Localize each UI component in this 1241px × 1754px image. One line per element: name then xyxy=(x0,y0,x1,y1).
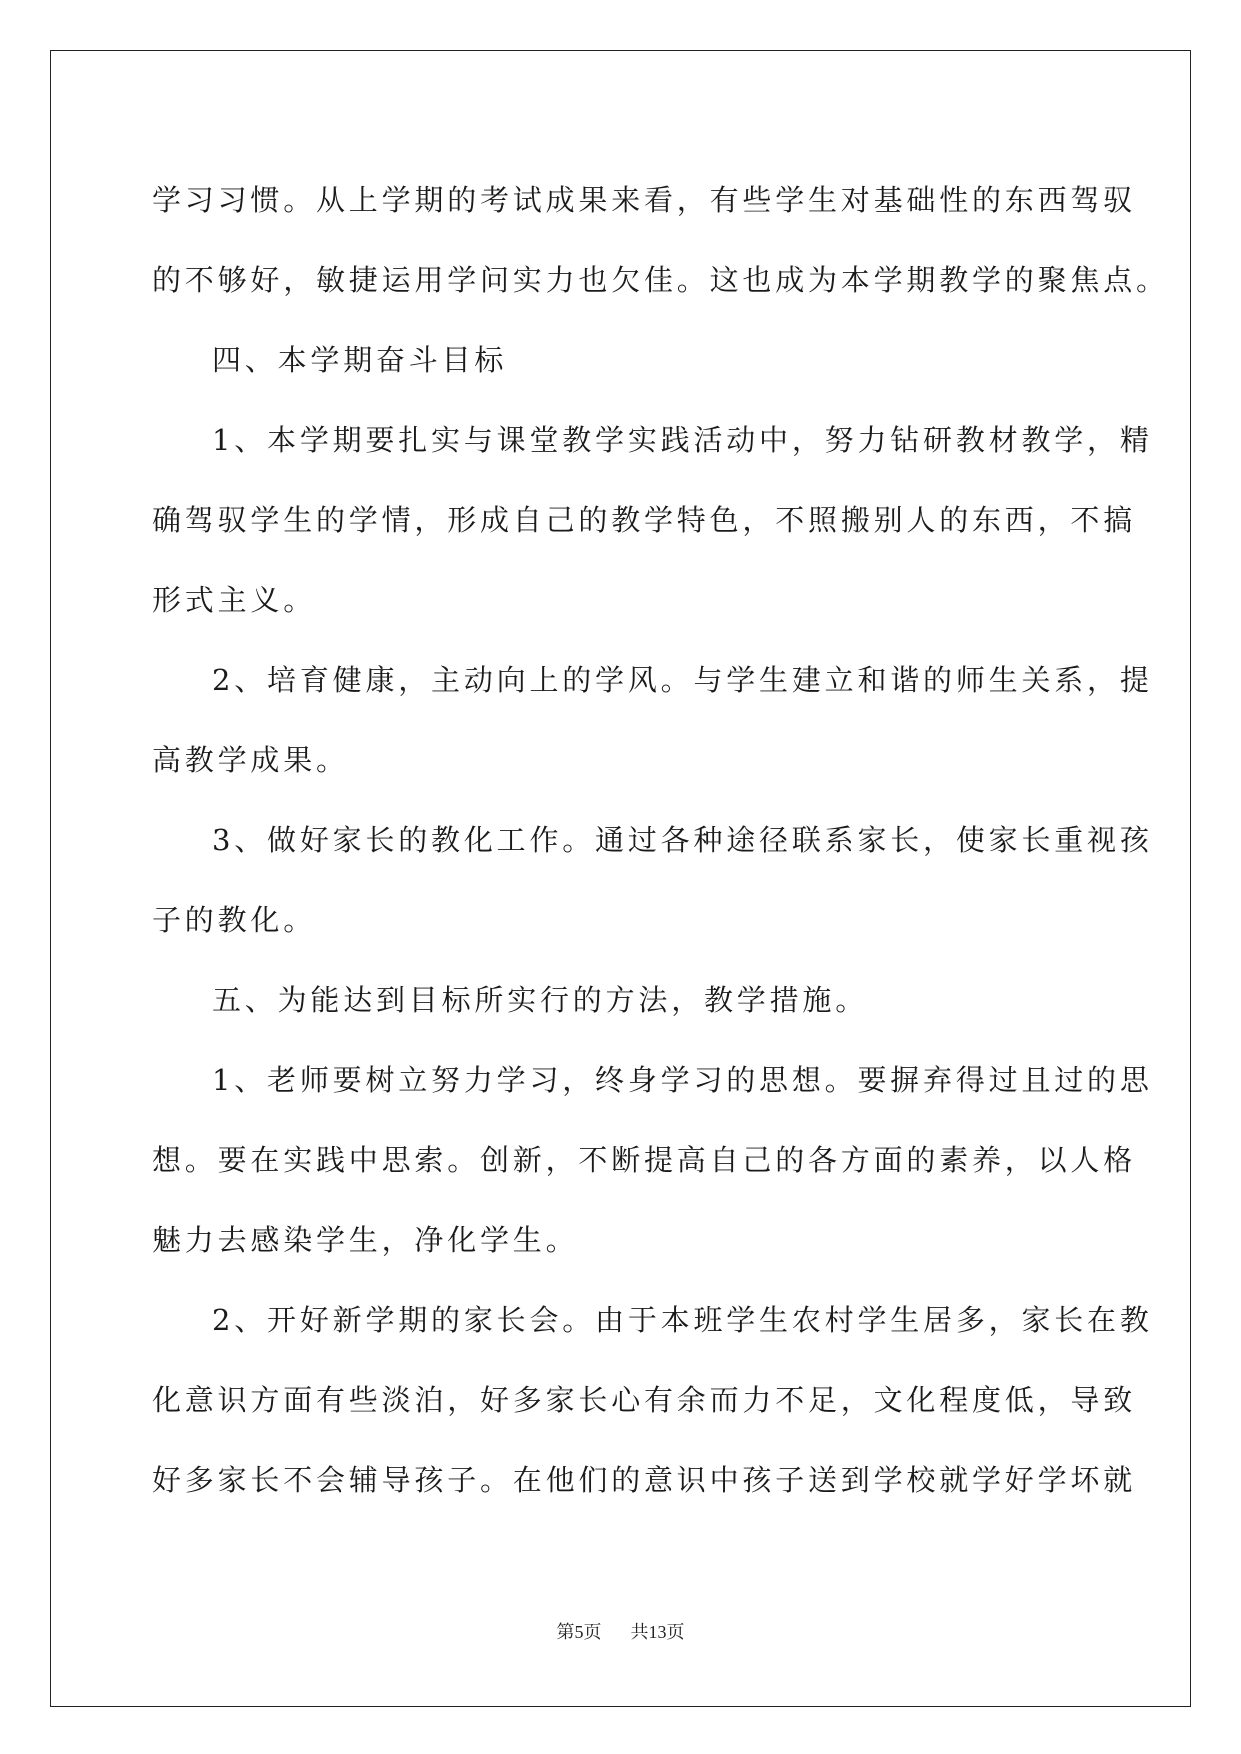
page-number: 第5页 xyxy=(556,1622,602,1642)
section-heading: 四、本学期奋斗目标 xyxy=(212,343,508,377)
text-line: 好多家长不会辅导孩子。在他们的意识中孩子送到学校就学好学坏就 xyxy=(152,1463,1137,1497)
section-heading: 五、为能达到目标所实行的方法，教学措施。 xyxy=(212,983,869,1017)
text-line: 2、开好新学期的家长会。由于本班学生农村学生居多，家长在教 xyxy=(212,1303,1153,1337)
text-line: 想。要在实践中思索。创新，不断提高自己的各方面的素养，以人格 xyxy=(152,1143,1137,1177)
text-line: 1、老师要树立努力学习，终身学习的思想。要摒弃得过且过的思 xyxy=(212,1063,1153,1097)
page-total: 共13页 xyxy=(630,1622,685,1642)
document-body xyxy=(152,160,1169,1520)
text-line: 3、做好家长的教化工作。通过各种途径联系家长，使家长重视孩 xyxy=(212,823,1153,857)
text-line: 2、培育健康，主动向上的学风。与学生建立和谐的师生关系，提 xyxy=(212,663,1153,697)
text-line: 魅力去感染学生，净化学生。 xyxy=(152,1223,579,1257)
text-line: 的不够好，敏捷运用学问实力也欠佳。这也成为本学期教学的聚焦点。 xyxy=(152,263,1169,297)
text-line: 子的教化。 xyxy=(152,903,317,937)
text-line: 确驾驭学生的学情，形成自己的教学特色，不照搬别人的东西，不搞 xyxy=(152,503,1137,537)
text-line: 形式主义。 xyxy=(152,583,317,617)
text-line: 化意识方面有些淡泊，好多家长心有余而力不足，文化程度低，导致 xyxy=(152,1383,1137,1417)
text-line: 学习习惯。从上学期的考试成果来看，有些学生对基础性的东西驾驭 xyxy=(152,183,1137,217)
page-footer xyxy=(0,1618,1241,1644)
text-line: 1、本学期要扎实与课堂教学实践活动中，努力钻研教材教学，精 xyxy=(212,423,1153,457)
text-line: 高教学成果。 xyxy=(152,743,349,777)
